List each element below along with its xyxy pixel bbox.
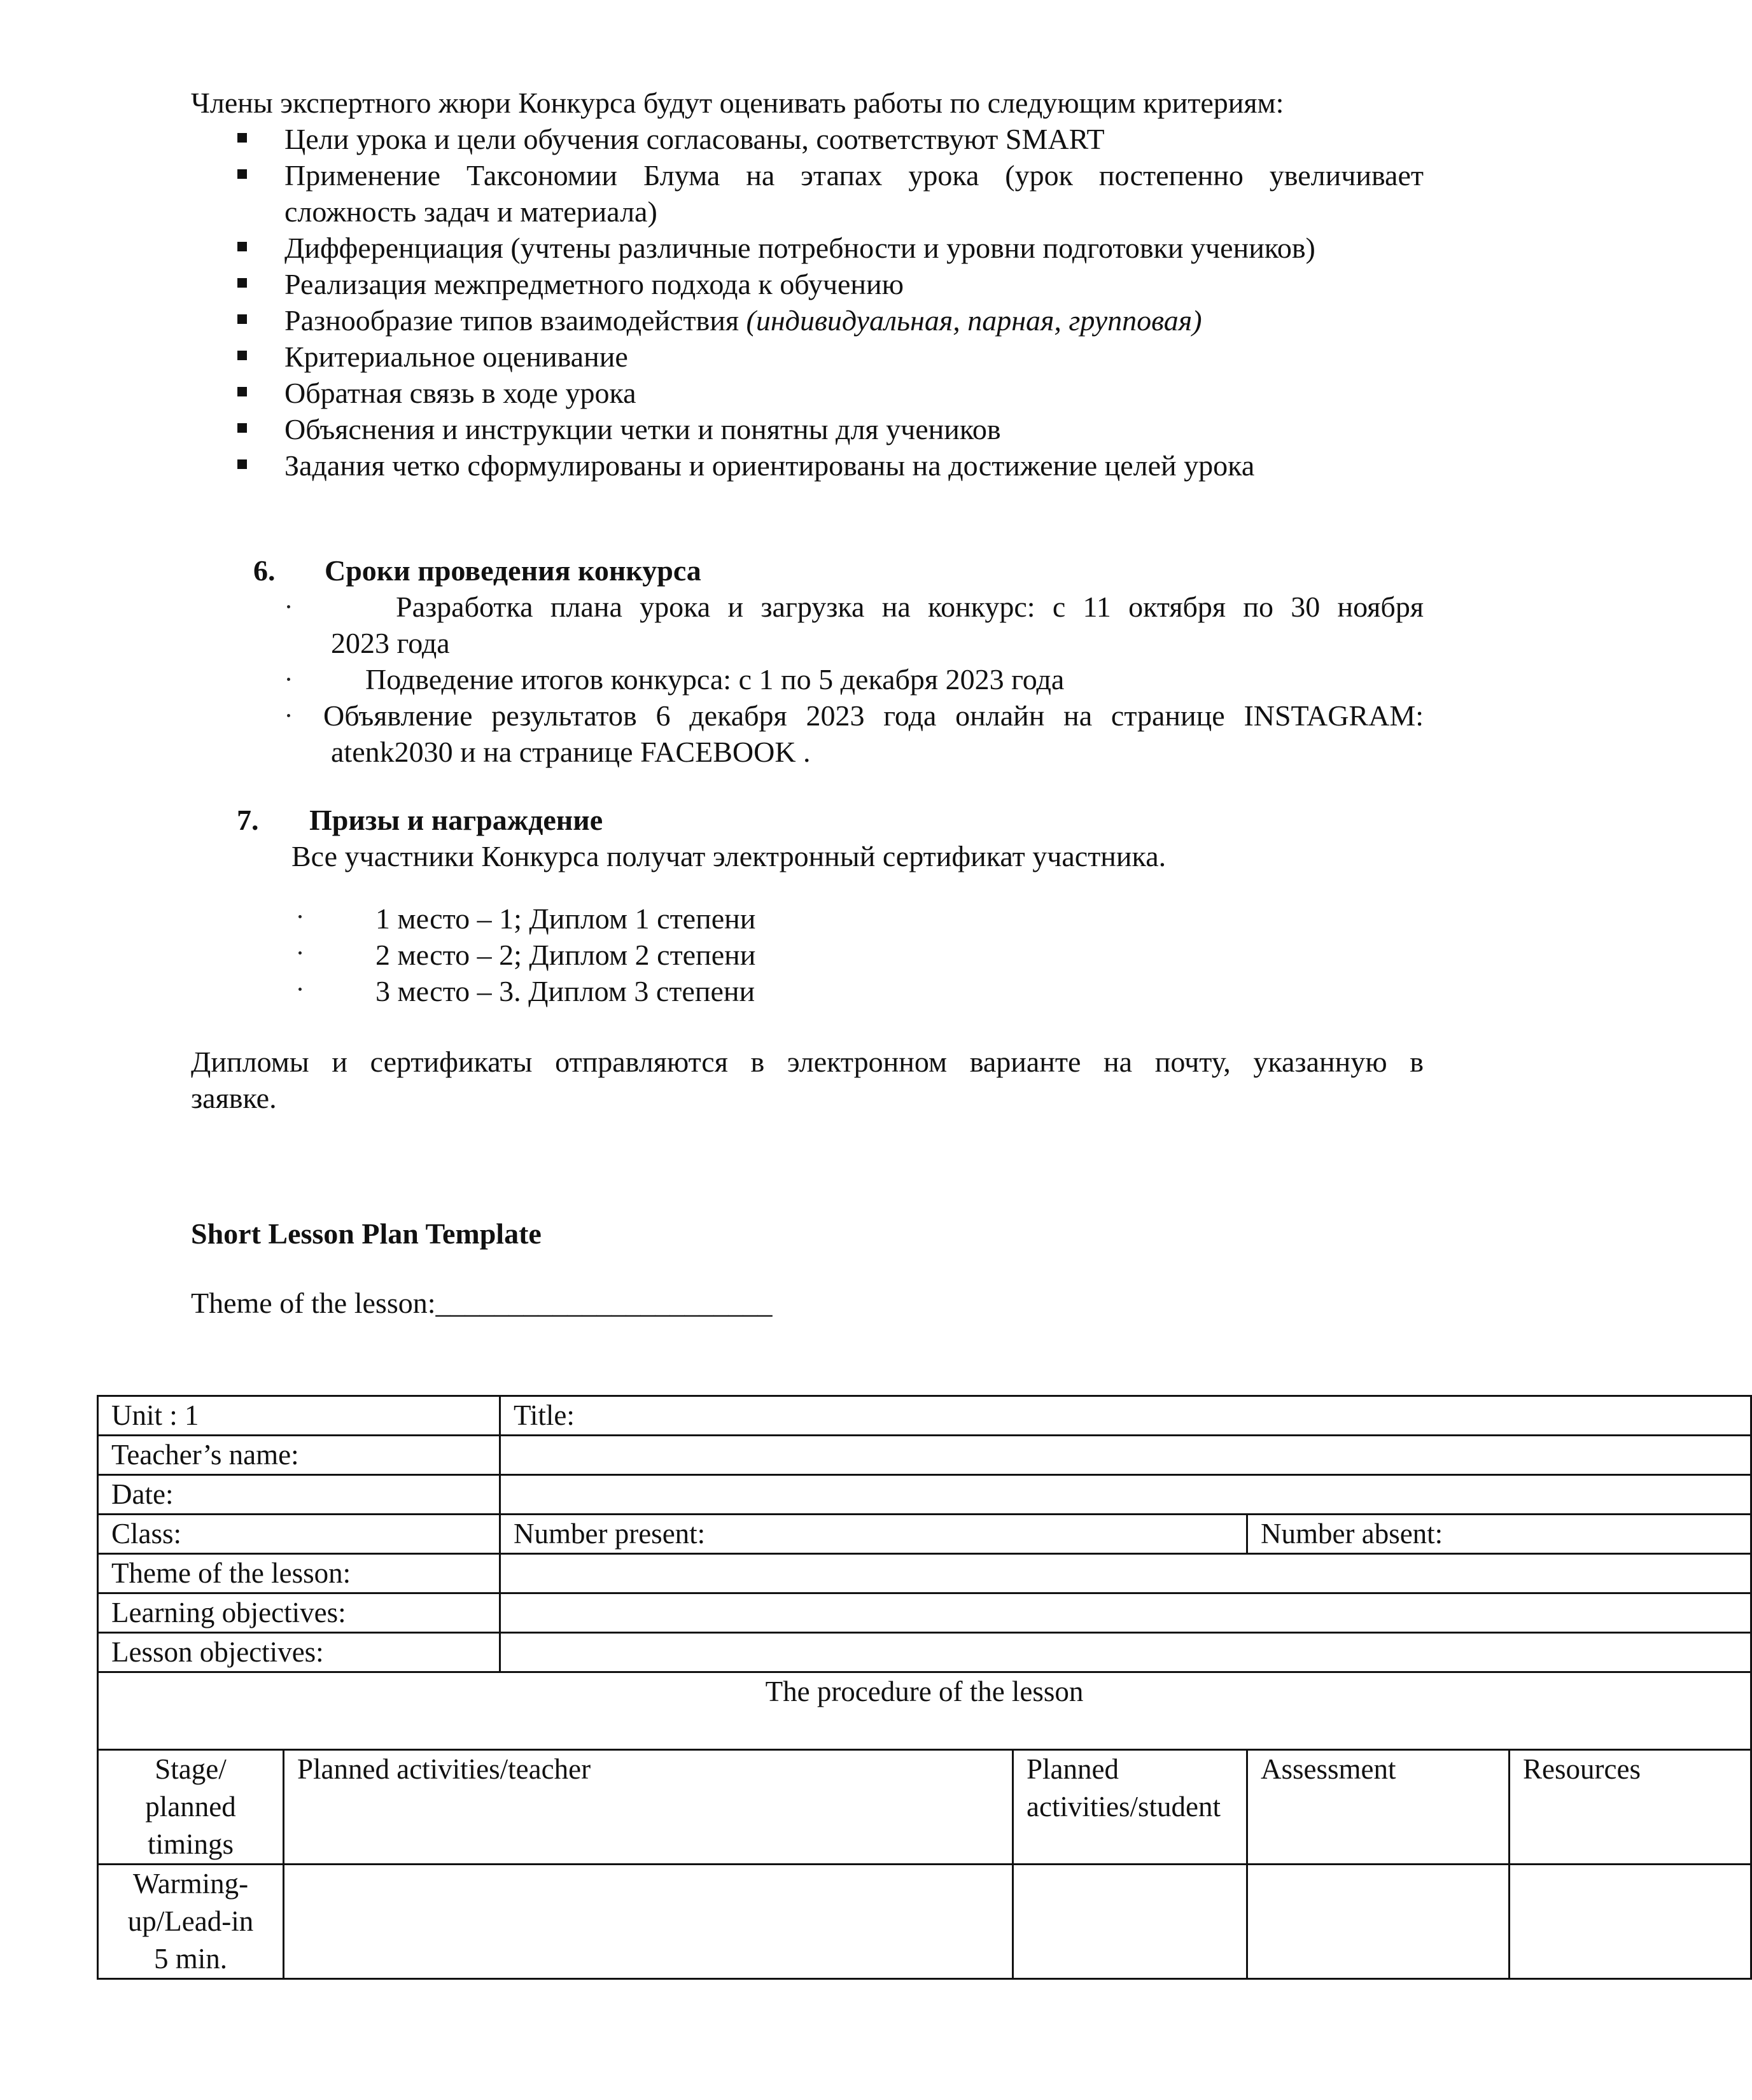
bullet-square-icon bbox=[237, 351, 247, 360]
warming-stage-cell bbox=[98, 1865, 284, 1979]
planned-student-line: Planned bbox=[1027, 1753, 1119, 1785]
bullet-dot-icon bbox=[298, 951, 302, 955]
stage-header-line: timings bbox=[147, 1828, 234, 1860]
criteria-item: Применение Таксономии Блума на этапах урока (урок постепенно увеличивает bbox=[284, 159, 1424, 192]
warming-resources-cell bbox=[1510, 1865, 1751, 1979]
bullet-square-icon bbox=[237, 133, 247, 143]
criteria-item-italic: (индивидуальная, парная, групповая) bbox=[746, 304, 1202, 337]
number-absent-cell: Number absent: bbox=[1247, 1515, 1751, 1554]
criteria-item: Обратная связь в ходе урока bbox=[284, 377, 636, 409]
section-7-heading: Призы и награждение bbox=[309, 804, 603, 836]
table-row bbox=[98, 1436, 1751, 1475]
criteria-item-text: Разнообразие типов взаимодействия bbox=[284, 304, 746, 337]
stage-header-line: planned bbox=[145, 1791, 236, 1823]
assessment-header-cell: Assessment bbox=[1247, 1750, 1510, 1865]
criteria-intro: Члены экспертного жюри Конкурса будут оценивать работы по следующим критериям: bbox=[191, 87, 1284, 119]
stage-header-line: Stage/ bbox=[155, 1753, 227, 1785]
criteria-item bbox=[284, 302, 1202, 339]
schedule-item: Объявление результатов 6 декабря 2023 года онлайн на странице INSTAGRAM: bbox=[323, 699, 1424, 732]
teacher-name-value bbox=[500, 1436, 1751, 1475]
warming-stage-line: Warming- bbox=[132, 1868, 249, 1900]
theme-field-label: Theme of the lesson:_______________________ bbox=[191, 1287, 773, 1319]
diplomas-paragraph-continued: заявке. bbox=[191, 1082, 277, 1114]
section-7-number: 7. bbox=[237, 804, 259, 836]
schedule-item: Разработка плана урока и загрузка на конкурс: с 11 октября по 30 ноября bbox=[396, 591, 1424, 623]
planned-student-line: activities/student bbox=[1027, 1791, 1221, 1823]
warming-assessment-cell bbox=[1247, 1865, 1510, 1979]
criteria-item: Критериальное оценивание bbox=[284, 340, 628, 373]
bullet-dot-icon bbox=[287, 714, 290, 717]
bullet-square-icon bbox=[237, 314, 247, 324]
table-row bbox=[98, 1593, 1751, 1633]
table-row bbox=[98, 1750, 1751, 1865]
table-row bbox=[98, 1396, 1751, 1436]
table-row bbox=[98, 1515, 1751, 1554]
unit-cell: Unit : 1 bbox=[98, 1396, 500, 1436]
planned-teacher-header-cell: Planned activities/teacher bbox=[284, 1750, 1013, 1865]
bullet-square-icon bbox=[237, 169, 247, 179]
section-6-number: 6. bbox=[253, 554, 276, 587]
bullet-square-icon bbox=[237, 387, 247, 396]
schedule-item-continued: atenk2030 и на странице FACEBOOK . bbox=[331, 736, 811, 768]
schedule-item-continued: 2023 года bbox=[331, 627, 450, 659]
table-row bbox=[98, 1554, 1751, 1593]
teacher-name-cell: Teacher’s name: bbox=[98, 1436, 500, 1475]
table-row bbox=[98, 1633, 1751, 1672]
planned-student-header-cell bbox=[1013, 1750, 1247, 1865]
number-present-cell: Number present: bbox=[500, 1515, 1247, 1554]
bullet-dot-icon bbox=[298, 915, 302, 918]
lesson-objectives-cell: Lesson objectives: bbox=[98, 1633, 500, 1672]
criteria-item: Дифференциация (учтены различные потребности и уровни подготовки учеников) bbox=[284, 232, 1315, 264]
learning-objectives-value bbox=[500, 1593, 1751, 1633]
template-title: Short Lesson Plan Template bbox=[191, 1217, 542, 1250]
table-row bbox=[98, 1672, 1751, 1750]
stage-header-cell bbox=[98, 1750, 284, 1865]
date-cell: Date: bbox=[98, 1475, 500, 1515]
bullet-dot-icon bbox=[298, 988, 302, 991]
bullet-dot-icon bbox=[287, 678, 290, 681]
section-6-heading: Сроки проведения конкурса bbox=[325, 554, 701, 587]
warming-stage-line: 5 min. bbox=[153, 1943, 227, 1975]
title-cell: Title: bbox=[500, 1396, 1751, 1436]
class-cell: Class: bbox=[98, 1515, 500, 1554]
warming-stage-line: up/Lead-in bbox=[127, 1905, 254, 1937]
warming-student-cell bbox=[1013, 1865, 1247, 1979]
criteria-item-continued: сложность задач и материала) bbox=[284, 195, 657, 228]
criteria-item: Объяснения и инструкции четки и понятны для учеников bbox=[284, 413, 1001, 445]
bullet-square-icon bbox=[237, 423, 247, 433]
schedule-item: Подведение итогов конкурса: с 1 по 5 декабря 2023 года bbox=[365, 663, 1065, 696]
bullet-square-icon bbox=[237, 459, 247, 469]
table-row bbox=[98, 1865, 1751, 1979]
learning-objectives-cell: Learning objectives: bbox=[98, 1593, 500, 1633]
section-7-intro: Все участники Конкурса получат электронный сертификат участника. bbox=[291, 840, 1167, 872]
prize-item: 3 место – 3. Диплом 3 степени bbox=[375, 975, 755, 1007]
bullet-square-icon bbox=[237, 278, 247, 288]
lesson-plan-table bbox=[97, 1395, 1752, 1980]
lesson-objectives-value bbox=[500, 1633, 1751, 1672]
criteria-item: Реализация межпредметного подхода к обучению bbox=[284, 268, 904, 300]
procedure-heading-cell: The procedure of the lesson bbox=[98, 1672, 1751, 1750]
bullet-square-icon bbox=[237, 242, 247, 251]
prize-item: 2 место – 2; Диплом 2 степени bbox=[375, 939, 756, 971]
criteria-item: Задания четко сформулированы и ориентированы на достижение целей урока bbox=[284, 449, 1255, 482]
criteria-item: Цели урока и цели обучения согласованы, соответствуют SMART bbox=[284, 123, 1105, 155]
theme-cell: Theme of the lesson: bbox=[98, 1554, 500, 1593]
bullet-dot-icon bbox=[287, 605, 290, 608]
date-value bbox=[500, 1475, 1751, 1515]
warming-teacher-cell bbox=[284, 1865, 1013, 1979]
diplomas-paragraph: Дипломы и сертификаты отправляются в электронном варианте на почту, указанную в bbox=[191, 1046, 1424, 1078]
table-row bbox=[98, 1475, 1751, 1515]
theme-value bbox=[500, 1554, 1751, 1593]
prize-item: 1 место – 1; Диплом 1 степени bbox=[375, 902, 756, 935]
resources-header-cell: Resources bbox=[1510, 1750, 1751, 1865]
